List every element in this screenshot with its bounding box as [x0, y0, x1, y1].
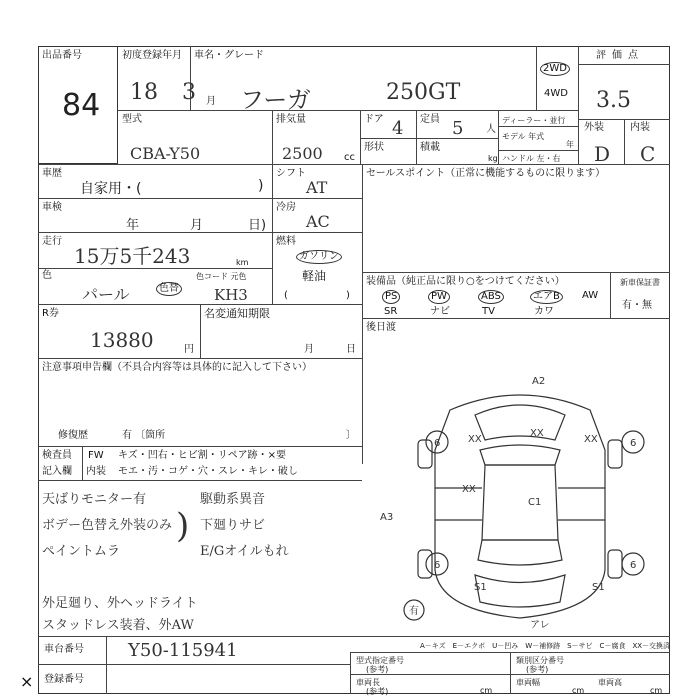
history-label: 車歴 — [42, 168, 62, 179]
tire-rr-value: 6 — [630, 560, 637, 571]
inspection-label: 車検 — [42, 202, 62, 213]
change-deadline-month: 月 — [304, 344, 314, 355]
equip-airbag: エアB — [530, 290, 563, 304]
first-reg-year: 18 — [130, 80, 158, 105]
color-value: パール — [82, 285, 130, 304]
tire-fr-value: 6 — [630, 438, 637, 449]
interior-label: 内装 — [630, 122, 650, 133]
mark-roof: C1 — [528, 497, 542, 508]
legend-text: A－キズ E－エクボ U－凹み W－補修跡 S－サビ C－腐食 XX－交換済 — [420, 642, 671, 650]
remark-1: 天ばりモニター有 — [42, 492, 147, 507]
mileage-unit: km — [236, 258, 249, 267]
record-label: 記入欄 — [42, 466, 72, 477]
inspection-month: 月 — [190, 218, 204, 233]
interior-grade: C — [640, 142, 656, 166]
length-unit: cm — [480, 686, 493, 695]
inspector-interior: 内装 — [86, 466, 106, 477]
remark-3: ペイントムラ — [42, 544, 121, 559]
model-year-label: モデル 年式 — [502, 132, 545, 141]
equip-navi: ナビ — [430, 306, 450, 317]
remark-8: スタッドレス装着、外AW — [42, 618, 194, 633]
car-outline — [435, 395, 605, 618]
car-damage-diagram — [380, 370, 660, 632]
recycle-value: 13880 — [90, 328, 154, 352]
mark-xx-hood: XX — [530, 428, 544, 439]
dealer-label: ディーラー・並行 — [502, 116, 566, 125]
shift-value: AT — [306, 178, 328, 197]
model-year-unit: 年 — [566, 140, 574, 149]
displacement-unit: cc — [344, 152, 355, 163]
change-deadline-label: 名変通知期限 — [204, 307, 270, 320]
type-no-label: 型式指定番号 — [356, 656, 404, 665]
equip-sr: SR — [384, 306, 398, 317]
chassis-label: 車台番号 — [44, 644, 84, 655]
capacity-value: 5 — [452, 118, 464, 139]
history-close: ) — [258, 178, 264, 194]
exterior-grade: D — [594, 142, 611, 166]
inspection-year: 年 — [126, 218, 140, 233]
doors-value: 4 — [392, 118, 404, 139]
inspector-fw: FW — [88, 450, 104, 461]
fuel-diesel: 軽油 — [302, 269, 327, 283]
exterior-label: 外装 — [584, 122, 604, 133]
width-label: 車両幅 — [516, 678, 540, 687]
score-value: 3.5 — [596, 88, 631, 113]
length-ref: (参考) — [366, 687, 389, 696]
recycle-label: R券 — [42, 308, 59, 319]
mark-left: A3 — [380, 512, 394, 523]
equipment-label: 装備品（純正品に限り○をつけてください） — [366, 276, 565, 287]
lot-number: 84 — [62, 88, 101, 123]
model-label: 型式 — [122, 114, 142, 125]
displacement-label: 排気量 — [276, 114, 306, 125]
notes-label: 注意事項申告欄（不具合内容等は具体的に記入して下さい） — [42, 362, 312, 373]
displacement-value: 2500 — [282, 144, 323, 163]
fuel-open: ( — [284, 290, 288, 301]
equip-tv: TV — [482, 306, 495, 317]
mileage-label: 走行 — [42, 236, 62, 247]
load-label: 積載 — [420, 142, 440, 153]
color-change-note: 色替 — [156, 282, 182, 296]
car-hood — [475, 405, 565, 440]
mark-xx-right-front: XX — [584, 434, 598, 445]
shift-label: シフト — [276, 168, 306, 179]
remark-6: E/Gオイルもれ — [200, 544, 289, 559]
remark-bracket: ) — [176, 506, 190, 546]
cooling-value: AC — [306, 212, 330, 231]
height-unit: cm — [650, 686, 663, 695]
change-deadline-day: 日 — [346, 344, 356, 355]
shape-label: 形状 — [364, 142, 384, 153]
equip-aw: AW — [582, 290, 599, 301]
equip-leather: カワ — [534, 306, 554, 317]
equip-pw: PW — [428, 290, 450, 304]
car-trunk — [475, 575, 565, 607]
inspection-day: 日) — [248, 218, 267, 233]
repair-history-label: 修復歴 — [58, 430, 88, 441]
mark-xx-left-door: XX — [462, 484, 476, 495]
mark-xx-left-front: XX — [468, 434, 482, 445]
left-x-mark: × — [20, 672, 34, 691]
mark-rust-right: S1 — [592, 582, 605, 593]
model-value: CBA-Y50 — [130, 144, 201, 163]
color-code-value: KH3 — [214, 286, 248, 304]
chassis-value: Y50-115941 — [128, 640, 238, 661]
score-label: 評価点 — [596, 50, 644, 61]
mark-bottom: アレ — [530, 620, 550, 631]
handle-label: ハンドル 左・右 — [502, 154, 561, 163]
car-name: フーガ — [240, 86, 311, 114]
fuel-gasoline: ガソリン — [296, 250, 342, 264]
repair-history-value: 有 〔箇所 — [122, 430, 166, 441]
tire-fl-value: 6 — [434, 438, 441, 449]
inspector-label: 検査員 — [42, 450, 72, 461]
remark-4: 駆動系異音 — [200, 492, 266, 507]
class-no-ref: (参考) — [526, 665, 549, 674]
color-label: 色 — [42, 270, 52, 281]
width-unit: cm — [572, 686, 585, 695]
car-windshield — [480, 445, 560, 465]
car-roof — [482, 465, 558, 540]
warranty-label: 新車保証書 — [620, 278, 660, 287]
car-name-label: 車名・グレード — [194, 50, 264, 61]
mileage-value: 15万5千243 — [74, 244, 191, 268]
type-no-ref: (参考) — [366, 665, 389, 674]
sales-point-label: セールスポイント（正常に機能するものに限ります） — [366, 168, 606, 179]
length-label: 車両長 — [356, 678, 380, 687]
cooling-label: 冷房 — [276, 202, 296, 213]
inspector-line2: モエ・汚・コゲ・穴・スレ・キレ・破し — [118, 466, 298, 477]
capacity-label: 定員 — [420, 114, 440, 125]
inspector-line1: キズ・凹右・ヒビ割・リペア跡・×要 — [118, 450, 286, 461]
fuel-close: ) — [346, 290, 350, 301]
doors-label: ドア — [364, 114, 384, 125]
present-text: 有 — [409, 606, 419, 617]
recycle-unit: 円 — [184, 344, 194, 355]
equip-ps: PS — [382, 290, 400, 304]
warranty-value: 有・無 — [622, 300, 652, 311]
post-install-label: 後日渡 — [366, 322, 396, 333]
mark-front: A2 — [532, 376, 546, 387]
car-grade: 250GT — [386, 80, 461, 105]
car-rear-window — [478, 540, 562, 565]
remark-5: 下廻りサビ — [200, 518, 266, 533]
drive-4wd: 4WD — [544, 88, 568, 99]
load-unit: kg — [488, 154, 498, 163]
first-reg-label: 初度登録年月 — [122, 50, 182, 61]
drive-2wd: 2WD — [540, 62, 570, 76]
first-reg-month: 3 — [182, 80, 196, 105]
reg-number-label: 登録番号 — [44, 674, 84, 685]
repair-history-close: 〕 — [346, 430, 356, 441]
remark-7: 外足廻り、外ヘッドライト — [42, 596, 198, 611]
equip-abs: ABS — [478, 290, 504, 304]
mark-rust-left: S1 — [474, 582, 487, 593]
height-label: 車両高 — [598, 678, 622, 687]
capacity-unit: 人 — [486, 124, 496, 135]
history-value: 自家用・( — [80, 181, 142, 197]
lot-label: 出品番号 — [42, 50, 82, 61]
color-code-label: 色コード 元色 — [196, 272, 247, 281]
tire-rl-value: 6 — [434, 560, 441, 571]
first-reg-month-unit: 月 — [206, 96, 216, 107]
remark-2: ボデー色替え外装のみ — [42, 518, 173, 533]
fuel-label: 燃料 — [276, 236, 296, 247]
class-no-label: 類別区分番号 — [516, 656, 564, 665]
